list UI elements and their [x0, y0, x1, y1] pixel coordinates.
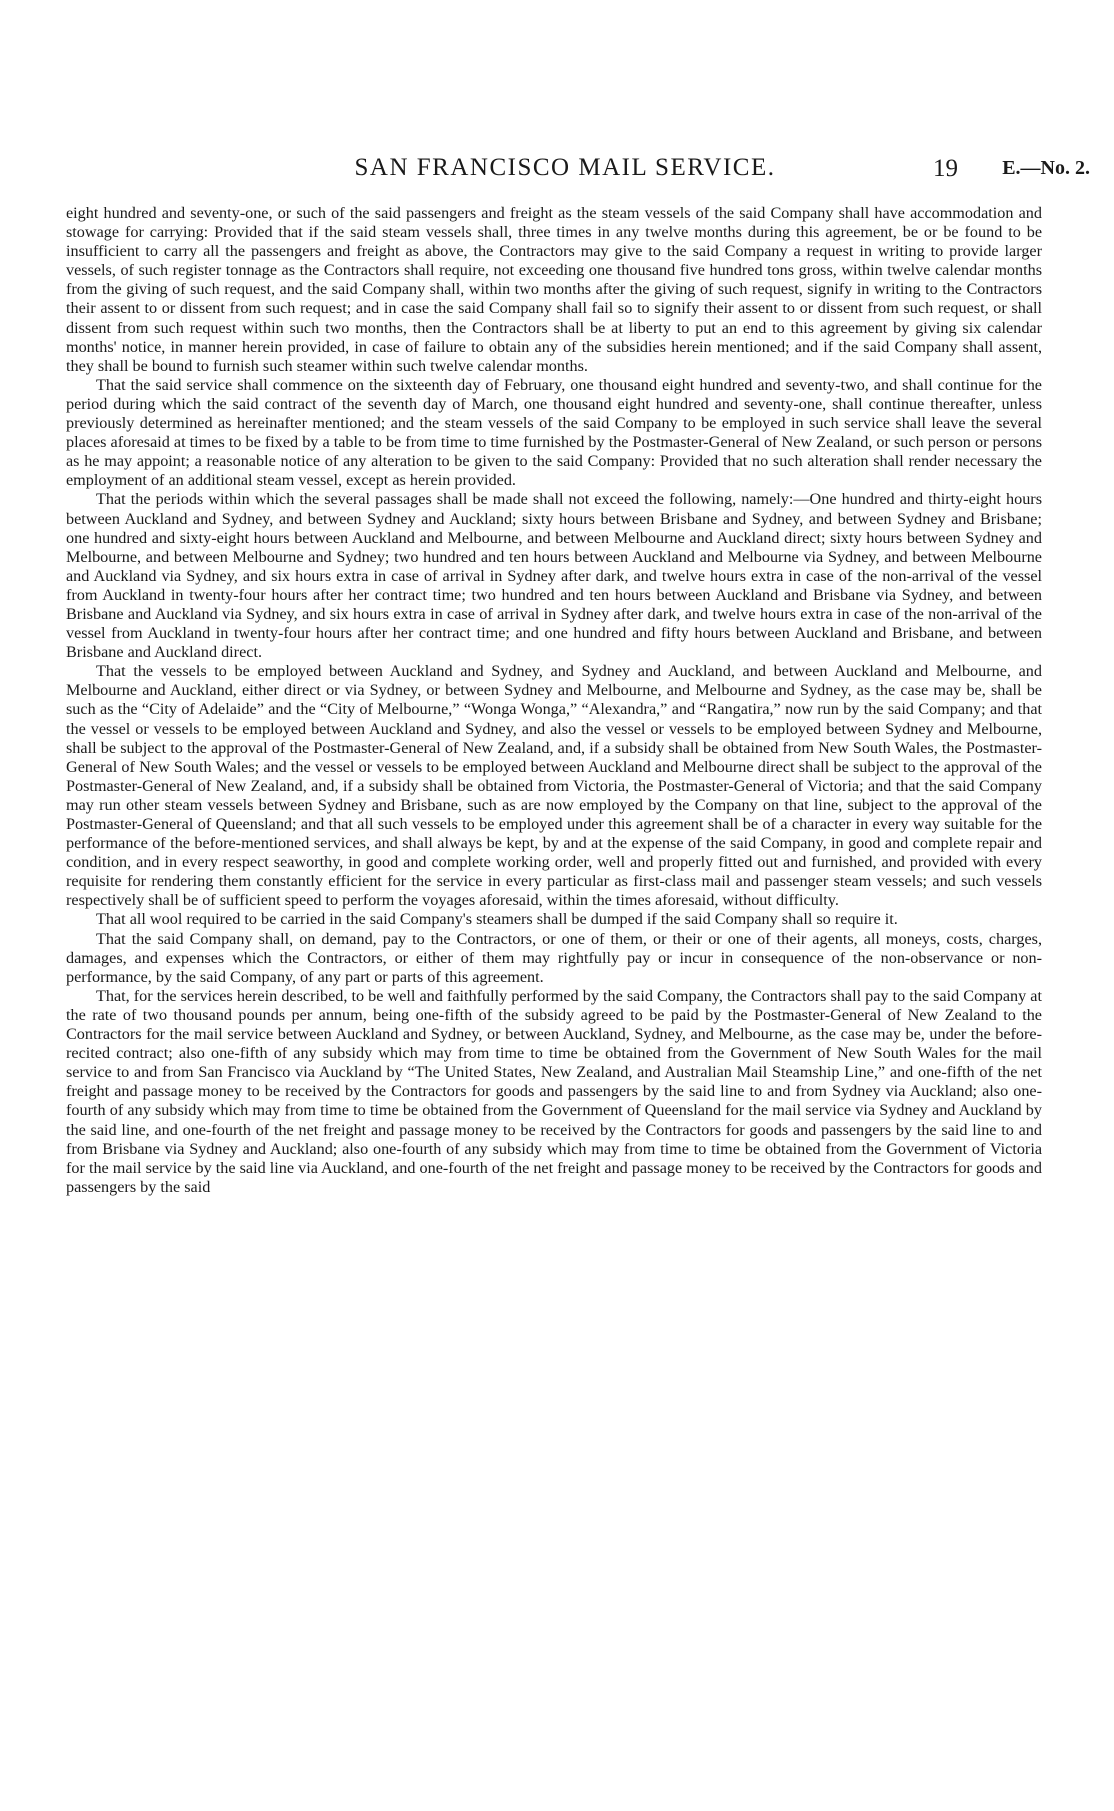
body-text — [66, 204, 1042, 1197]
document-reference: E.—No. 2. — [1002, 157, 1090, 179]
paragraph-7: That, for the services herein described, to be well and faithfully performed by the said Company, the Contractors shall pay to the said Company at the rate of two thousand pounds per annum, being one-fifth of the subsidy agreed to be paid by the Postmaster-General of New Zealand to the Contractors for the mail service between Auckland and Sydney, or between Auckland, Sydney, and Melbourne, as the case may be, under the before-recited contract; also one-fifth of any subsidy which may from time to time be obtained from the Government of New South Wales for the mail service to and from San Francisco via Auckland by “The United States, New Zealand, and Australian Mail Steamship Line,” and one-fifth of the net freight and passage money to be received by the Contractors for goods and passengers by the said line to and from Sydney via Auckland; also one-fourth of any subsidy which may from time to time be obtained from the Government of Queensland for the mail service via Sydney and Auckland by the said line, and one-fourth of the net freight and passage money to be received by the Contractors for goods and passengers by the said line to and from Brisbane via Sydney and Auckland; also one-fourth of any subsidy which may from time to time be obtained from the Government of Victoria for the mail service by the said line via Auckland, and one-fourth of the net freight and passage money to be received by the Contractors for goods and passengers by the said — [66, 986, 1042, 1196]
paragraph-2: That the said service shall commence on the sixteenth day of February, one thousand eight hundred and seventy-two, and shall continue for the period during which the said contract of the seventh day of March, one thousand eight hundred and seventy-one, shall continue thereafter, unless previously determined as hereinafter mentioned; and the steam vessels of the said Company to be employed in such service shall leave the several places aforesaid at times to be fixed by a table to be from time to time furnished by the Postmaster-General of New Zealand, or such person or persons as he may appoint; a reasonable notice of any alteration to be given to the said Company: Provided that no such alteration shall render necessary the employment of an additional steam vessel, except as herein provided. — [66, 375, 1042, 490]
paragraph-1: eight hundred and seventy-one, or such of the said passengers and freight as the steam vessels of the said Company shall have accommodation and stowage for carrying: Provided that if the said steam vessels shall, three times in any twelve months during this agreement, be or be found to be insufficient to carry all the passengers and freight as above, the Contractors may give to the said Company a request in writing to provide larger vessels, of such register tonnage as the Contractors shall require, not exceeding one thousand five hundred tons gross, within twelve calendar months from the giving of such request, and the said Company shall, within two months after the giving of such request, signify in writing to the Contractors their assent to or dissent from such request; and in case the said Company shall fail so to signify their assent to or dissent from such request, or shall dissent from such request within such two months, then the Contractors shall be at liberty to put an end to this agreement by giving six calendar months' notice, in manner herein provided, in case of failure to obtain any of the subsidies herein mentioned; and if the said Company shall assent, they shall be bound to furnish such steamer within such twelve calendar months. — [66, 204, 1042, 375]
paragraph-4: That the vessels to be employed between Auckland and Sydney, and Sydney and Auckland, and between Auckland and Melbourne, and Melbourne and Auckland, either direct or via Sydney, or between Sydney and Melbourne, and Melbourne and Sydney, as the case may be, shall be such as the “City of Adelaide” and the “City of Melbourne,” “Wonga Wonga,” “Alexandra,” and “Rangatira,” now run by the said Company; and that the vessel or vessels to be employed between Auckland and Sydney, and also the vessel or vessels to be employed between Sydney and Melbourne, shall be subject to the approval of the Postmaster-General of New Zealand, and, if a subsidy shall be obtained from New South Wales, the Postmaster-General of New South Wales; and the vessel or vessels to be employed between Auckland and Melbourne direct shall be subject to the approval of the Postmaster-General of New Zealand, and, if a subsidy shall be obtained from Victoria, the Postmaster-General of Victoria; and that the said Company may run other steam vessels between Sydney and Brisbane, such as are now employed by the Company on that line, subject to the approval of the Postmaster-General of Queensland; and that all such vessels to be employed under this agreement shall be of a character in every way suitable for the performance of the before-mentioned services, and shall always be kept, by and at the expense of the said Company, in good and complete repair and condition, and in every respect seaworthy, in good and complete working order, well and properly fitted out and furnished, and provided with every requisite for rendering them constantly efficient for the service in every particular as first-class mail and passenger steam vessels; and such vessels respectively shall be of sufficient speed to perform the voyages aforesaid, within the times aforesaid, without difficulty. — [66, 662, 1042, 910]
page-header — [40, 154, 1090, 184]
paragraph-6: That the said Company shall, on demand, pay to the Contractors, or one of them, or their or one of their agents, all moneys, costs, charges, damages, and expenses which the Contractors, or either of them may rightfully pay or incur in consequence of the non-observance or non-performance, by the said Company, of any part or parts of this agreement. — [66, 929, 1042, 986]
page-number: 19 — [933, 155, 958, 182]
paragraph-3: That the periods within which the several passages shall be made shall not exceed the following, namely:—One hundred and thirty-eight hours between Auckland and Sydney, and between Sydney and Auckland; sixty hours between Brisbane and Sydney, and between Sydney and Brisbane; one hundred and sixty-eight hours between Auckland and Melbourne, and between Melbourne and Auckland direct; sixty hours between Sydney and Melbourne, and between Melbourne and Sydney; two hundred and ten hours between Auckland and Melbourne via Sydney, and between Melbourne and Auckland via Sydney, and six hours extra in case of arrival in Sydney after dark, and twelve hours extra in case of the non-arrival of the vessel from Auckland in twenty-four hours after her contract time; two hundred and ten hours between Auckland and Brisbane via Sydney, and between Brisbane and Auckland via Sydney, and six hours extra in case of arrival in Sydney after dark, and twelve hours extra in case of the non-arrival of the vessel from Auckland in twenty-four hours after her contract time; and one hundred and fifty hours between Auckland and Brisbane, and between Brisbane and Auckland direct. — [66, 490, 1042, 662]
paragraph-5: That all wool required to be carried in the said Company's steamers shall be dumped if the said Company shall so require it. — [96, 910, 898, 929]
page-title: SAN FRANCISCO MAIL SERVICE. — [354, 154, 776, 181]
